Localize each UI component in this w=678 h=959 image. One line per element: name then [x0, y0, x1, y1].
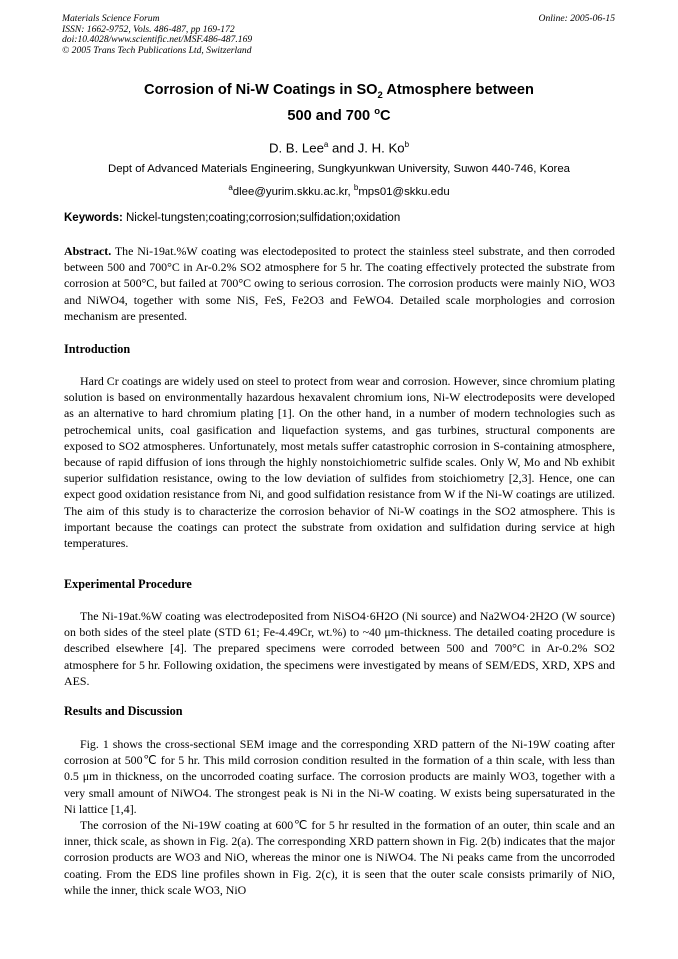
- email-b: mps01@skku.edu: [358, 185, 450, 198]
- title-part1: Corrosion of Ni-W Coatings in SO: [144, 82, 378, 98]
- introduction-text: Hard Cr coatings are widely used on steel to protect from wear and corrosion. However, since chromium plating solution is based on environmentally hazardous hexavalent chromium ions, Ni-W electrodeposits were developed as an alternative to hard chromium plating [1]. On the other hand, in a number of modern technologies such as petrochemical units, coal gasification and liquefaction systems, and gas turbines, structural components are exposed to SO2 atmospheres. Unfortunately, most metals suffer catastrophic corrosion in S-containing atmosphere, because of rapid diffusion of ions through the highly nonstoichiometric sulfide scales. Only W, Mo and Nb exhibit superior sulfidation resistance, owing to the low deviation of sulfides from stoichiometry [2,3]. Hence, one can expect good oxidation resistance from Ni, and good sulfidation resistance from W if the Ni-W coatings are utilized. The aim of this study is to characterize the corrosion behavior of Ni-W coatings in the SO2 atmosphere. This is important because the coatings can protect the substrate from oxidation and sulfidation during service at high temperatures.: [64, 374, 615, 551]
- title-degree-sup: o: [374, 106, 381, 117]
- paper-title-line2: [0, 106, 678, 124]
- email-b-sup: b: [353, 183, 359, 192]
- keywords: [64, 212, 400, 224]
- online-date: Online: 2005-06-15: [538, 13, 615, 24]
- title-line2-text: 500 and 700: [287, 107, 375, 124]
- journal-header: [62, 14, 252, 56]
- results-paragraph-2: The corrosion of the Ni-19W coating at 600℃ for 5 hr resulted in the formation of an outer, thin scale and an inner, thick scale, as shown in Fig. 2(a). The corresponding XRD pattern shown in Fig. 2(b) indicates that the major corrosion products are WO3 and NiO, whereas the minor one is NiWO4. The Ni peaks came from the uncorroded coating. From the EDS line profiles shown in Fig. 2(c), it is seen that the outer scale consists primarily of NiO, while the inner, thick scale WO3, NiO: [64, 818, 615, 897]
- authors: [0, 140, 678, 155]
- email-a-sup: a: [228, 183, 233, 192]
- email-a: dlee@yurim.skku.ac.kr,: [232, 185, 354, 198]
- author-1-sup: a: [323, 140, 329, 149]
- author-2-sup: b: [404, 140, 410, 149]
- abstract-text: The Ni-19at.%W coating was electodeposited to protect the stainless steel substrate, and then corroded between 500 and 700°C in Ar-0.2% SO2 atmosphere for 5 hr. The coating effectively protected the substrate from corrosion at 500°C, but failed at 700°C owing to serious corrosion. The corrosion products were mainly NiO, WO3 and NiWO4, together with some NiS, FeS, Fe2O3 and FeWO4. Detailed scale morphologies and corrosion mechanism are presented.: [64, 244, 615, 323]
- title-line2-unit: C: [380, 107, 391, 124]
- abstract: [64, 243, 615, 324]
- issn-line: ISSN: 1662-9752, Vols. 486-487, pp 169-172: [62, 23, 235, 35]
- results-text: [64, 736, 615, 898]
- heading-experimental: Experimental Procedure: [64, 577, 192, 591]
- journal-name: Materials Science Forum: [62, 13, 160, 24]
- title-subscript: 2: [377, 89, 383, 101]
- abstract-label: Abstract.: [64, 244, 112, 258]
- paper-title: [0, 82, 678, 101]
- results-paragraph-1: Fig. 1 shows the cross-sectional SEM image and the corresponding XRD pattern of the Ni-19W coating after corrosion at 500℃ for 5 hr. This mild corrosion condition resulted in the formation of a thin scale, with less than 0.5 μm in thickness, on the uncorroded coating surface. The corrosion products are mainly WO3, together with a very small amount of NiWO4. The strongest peak is Ni in the Ni-W coating. W exists being supersaturated in the Ni lattice [1,4].: [64, 737, 615, 816]
- heading-introduction: Introduction: [64, 342, 131, 356]
- doi-line: doi:10.4028/www.scientific.net/MSF.486-487.169: [62, 34, 253, 46]
- keywords-label: Keywords:: [64, 212, 123, 224]
- title-part2: Atmosphere between: [382, 82, 534, 98]
- experimental-text: The Ni-19at.%W coating was electrodeposited from NiSO4·6H2O (Ni source) and Na2WO4·2H2O (W source) on both sides of the steel plate (STD 61; Fe-4.49Cr, wt.%) to ~40 μm-thickness. The detailed coating procedure is described elsewhere [4]. The prepared specimens were corroded between 500 and 700°C in Ar-0.2% SO2 atmosphere for 5 hr. Following oxidation, the specimens were investigated by means of SEM/EDS, XRD, XPS and AES.: [64, 609, 615, 688]
- keywords-value: Nickel-tungsten;coating;corrosion;sulfidation;oxidation: [122, 212, 401, 224]
- heading-results: Results and Discussion: [64, 704, 183, 718]
- author-1: D. B. Lee: [268, 140, 324, 156]
- copyright-line: © 2005 Trans Tech Publications Ltd, Switzerland: [62, 44, 252, 56]
- author-2: and J. H. Ko: [328, 140, 405, 156]
- affiliation: Dept of Advanced Materials Engineering, Sungkyunkwan University, Suwon 440-746, Korea: [107, 163, 570, 175]
- author-emails: [0, 183, 678, 198]
